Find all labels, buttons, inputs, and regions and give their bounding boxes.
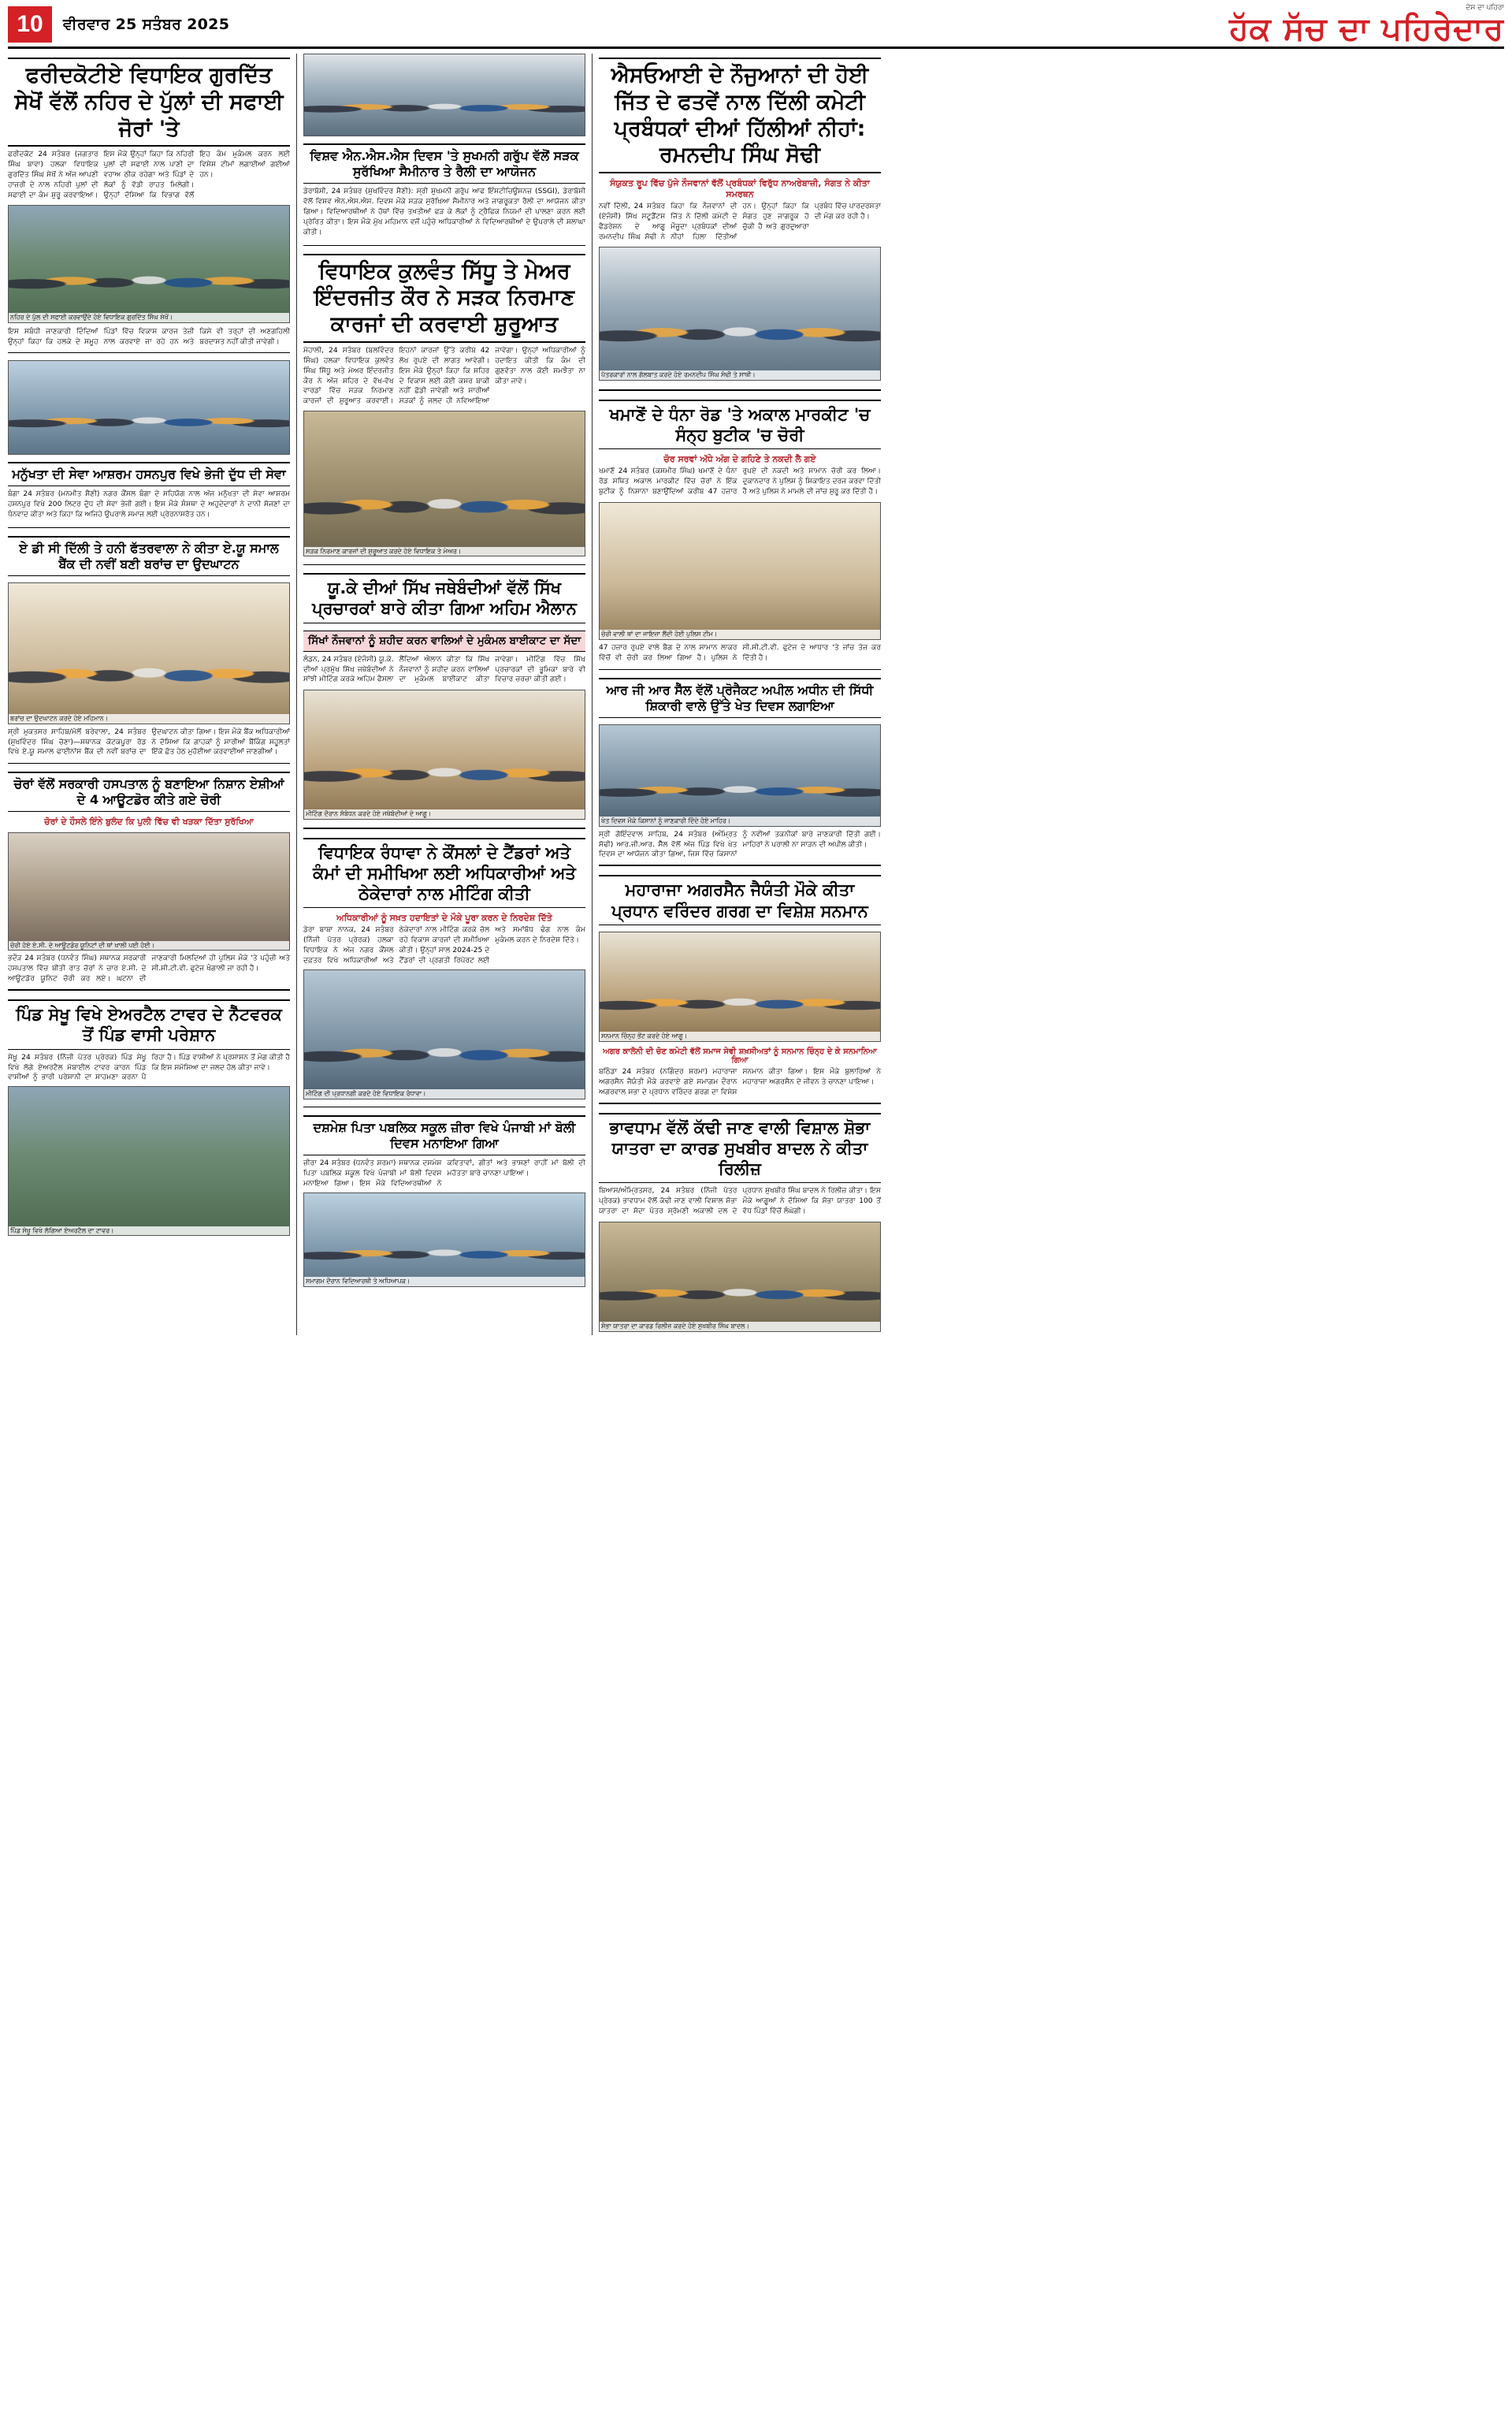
article-text: ਫਰੀਦਕੋਟ 24 ਸਤੰਬਰ (ਜਗਤਾਰ ਸਿੰਘ ਬਾਵਾ) ਹਲਕਾ ਵਿਧਾਇਕ ਗੁਰਦਿੱਤ ਸਿੰਘ ਸੇਖੋਂ ਨੇ ਅੱਜ ਆਪਣੀ ਹਾਜ਼ਰੀ ਦੇ ਨਾਲ ਨਹਿਰੀ ਪੁਲਾਂ ਦੀ ਸਫਾਈ ਦਾ ਕੰਮ ਸ਼ੁਰੂ ਕਰਵਾਇਆ। ਇਸ ਮੌਕੇ ਉਨ੍ਹਾਂ ਕਿਹਾ ਕਿ ਨਹਿਰੀ ਪੁਲਾਂ ਦੀ ਸਫਾਈ ਨਾਲ ਪਾਣੀ ਦਾ ਵਹਾਅ ਠੀਕ ਰਹੇਗਾ ਅਤੇ ਪਿੰਡਾਂ ਦੇ ਲੋਕਾਂ ਨੂੰ ਵੱਡੀ ਰਾਹਤ ਮਿਲੇਗੀ। ਉਨ੍ਹਾਂ ਦੱਸਿਆ ਕਿ ਵਿਭਾਗ ਵੱਲੋਂ ਇਹ ਕੰਮ ਮੁਕੰਮਲ ਕਰਨ ਲਈ ਵਿਸ਼ੇਸ਼ ਟੀਮਾਂ ਲਗਾਈਆਂ ਗਈਆਂ ਹਨ। [8, 151, 290, 199]
article-kicker: ਚੋਰਾਂ ਦੇ ਹੌਸਲੇ ਇੰਨੇ ਬੁਲੰਦ ਕਿ ਪੁਲੀ ਵਿੱਚ ਵੀ ਖੜਕਾ ਦਿੱਤਾ ਸੁਰੱਖਿਆ [44, 817, 254, 828]
column-divider [592, 54, 593, 1335]
article-headline: ਖਮਾਣੋਂ ਦੇ ਧੰਨਾ ਰੋਡ 'ਤੇ ਅਕਾਲ ਮਾਰਕੀਟ 'ਚ ਸੰਨ੍ਹ ਬੁਟੀਕ 'ਚ ਚੋਰੀ [599, 400, 881, 450]
article-body-continued [599, 643, 881, 665]
article-body [599, 1186, 881, 1219]
article-photo [303, 690, 585, 820]
article-text: ਜ਼ੀਰਾ 24 ਸਤੰਬਰ (ਧਨਵੰਤ ਸ਼ਰਮਾ) ਸਥਾਨਕ ਦਸ਼ਮੇਸ਼ ਪਿਤਾ ਪਬਲਿਕ ਸਕੂਲ ਵਿਖੇ ਪੰਜਾਬੀ ਮਾਂ ਬੋਲੀ ਦਿਵਸ ਮਨਾਇਆ ਗਿਆ। ਇਸ ਮੌਕੇ ਵਿਦਿਆਰਥੀਆਂ ਨੇ ਕਵਿਤਾਵਾਂ, ਗੀਤਾਂ ਅਤੇ ਭਾਸ਼ਣਾਂ ਰਾਹੀਂ ਮਾਂ ਬੋਲੀ ਦੀ ਮਹੱਤਤਾ ਬਾਰੇ ਚਾਨਣਾ ਪਾਇਆ। [303, 1159, 585, 1188]
article-photo [303, 1192, 585, 1287]
photo-caption: ਸਮਾਗਮ ਦੌਰਾਨ ਵਿਦਿਆਰਥੀ ਤੇ ਅਧਿਆਪਕ। [304, 1277, 585, 1286]
article-headline: ਮਹਾਰਾਜਾ ਅਗਰਸੈਨ ਜੈਯੰਤੀ ਮੌਕੇ ਕੀਤਾ ਪ੍ਰਧਾਨ ਵਰਿੰਦਰ ਗਰਗ ਦਾ ਵਿਸ਼ੇਸ਼ ਸਨਮਾਨ [599, 875, 881, 925]
article-text: ਬੰਗਾ 24 ਸਤੰਬਰ (ਮਨਮੀਤ ਸੈਣੀ) ਨਗਰ ਕੌਂਸਲ ਬੰਗਾ ਦੇ ਸਹਿਯੋਗ ਨਾਲ ਅੱਜ ਮਨੁੱਖਤਾ ਦੀ ਸੇਵਾ ਆਸ਼ਰਮ ਹਸਨਪੁਰ ਵਿਖੇ 200 ਲਿਟਰ ਦੁੱਧ ਦੀ ਸੇਵਾ ਭੇਜੀ ਗਈ। ਇਸ ਮੌਕੇ ਸੰਸਥਾ ਦੇ ਅਹੁਦੇਦਾਰਾਂ ਨੇ ਦਾਨੀ ਸੱਜਣਾਂ ਦਾ ਧੰਨਵਾਦ ਕੀਤਾ ਅਤੇ ਕਿਹਾ ਕਿ ਅਜਿਹੇ ਉਪਰਾਲੇ ਸਮਾਜ ਲਈ ਪ੍ਰੇਰਨਾਸਰੋਤ ਹਨ। [8, 489, 290, 519]
publication-date: ਵੀਰਵਾਰ 25 ਸਤੰਬਰ 2025 [63, 15, 230, 33]
masthead [8, 5, 1504, 49]
article-photo [599, 724, 881, 827]
article-headline: ਦਸ਼ਮੇਸ਼ ਪਿਤਾ ਪਬਲਿਕ ਸਕੂਲ ਜ਼ੀਰਾ ਵਿਖੇ ਪੰਜਾਬੀ ਮਾਂ ਬੋਲੀ ਦਿਵਸ ਮਨਾਇਆ ਗਿਆ [303, 1115, 585, 1155]
article-text: ਲੰਡਨ, 24 ਸਤੰਬਰ (ਏਜੰਸੀ) ਯੂ.ਕੇ. ਦੀਆਂ ਪ੍ਰਮੁੱਖ ਸਿੱਖ ਜਥੇਬੰਦੀਆਂ ਨੇ ਸਾਂਝੀ ਮੀਟਿੰਗ ਕਰਕੇ ਅਹਿਮ ਫੈਸਲਾ ਲੈਂਦਿਆਂ ਐਲਾਨ ਕੀਤਾ ਕਿ ਸਿੱਖ ਨੌਜਵਾਨਾਂ ਨੂੰ ਸ਼ਹੀਦ ਕਰਨ ਵਾਲਿਆਂ ਦਾ ਮੁਕੰਮਲ ਬਾਈਕਾਟ ਕੀਤਾ ਜਾਵੇਗਾ। ਮੀਟਿੰਗ ਵਿੱਚ ਸਿੱਖ ਪ੍ਰਚਾਰਕਾਂ ਦੀ ਭੂਮਿਕਾ ਬਾਰੇ ਵੀ ਵਿਚਾਰ ਚਰਚਾ ਕੀਤੀ ਗਈ। [303, 655, 585, 684]
article-photo [599, 1222, 881, 1332]
article-kicker: ਅਧਿਕਾਰੀਆਂ ਨੂੰ ਸਖ਼ਤ ਹਦਾਇਤਾਂ ਦੇ ਮੌਕੇ ਪੂਰਾ ਕਰਨ ਦੇ ਨਿਰਦੇਸ਼ ਦਿੱਤੇ [336, 913, 552, 924]
article-body [8, 727, 290, 760]
article-photo [599, 932, 881, 1042]
photo-caption: ਮੀਟਿੰਗ ਦੀ ਪ੍ਰਧਾਨਗੀ ਕਰਦੇ ਹੋਏ ਵਿਧਾਇਕ ਰੰਧਾਵਾ। [304, 1089, 585, 1099]
article-text: ਬਿਆਸ/ਅੰਮ੍ਰਿਤਸਰ, 24 ਸਤੰਬਰ (ਨਿੱਜੀ ਪੱਤਰ ਪ੍ਰੇਰਕ) ਭਾਵਧਾਮ ਵੱਲੋਂ ਕੱਢੀ ਜਾਣ ਵਾਲੀ ਵਿਸ਼ਾਲ ਸ਼ੋਭਾ ਯਾਤਰਾ ਦਾ ਸੱਦਾ ਪੱਤਰ ਸ਼੍ਰੋਮਣੀ ਅਕਾਲੀ ਦਲ ਦੇ ਪ੍ਰਧਾਨ ਸੁਖਬੀਰ ਸਿੰਘ ਬਾਦਲ ਨੇ ਰਿਲੀਜ਼ ਕੀਤਾ। ਇਸ ਮੌਕੇ ਆਗੂਆਂ ਨੇ ਦੱਸਿਆ ਕਿ ਸ਼ੋਭਾ ਯਾਤਰਾ 100 ਤੋਂ ਵੱਧ ਪਿੰਡਾਂ ਵਿੱਚੋਂ ਲੰਘੇਗੀ। [599, 1187, 881, 1216]
article-body [303, 655, 585, 686]
article-photo [599, 247, 881, 381]
article-text: ਸ੍ਰੀ ਗੋਇੰਦਵਾਲ ਸਾਹਿਬ, 24 ਸਤੰਬਰ (ਅੰਮ੍ਰਿਤ ਸੋਢੀ) ਆਰ.ਜੀ.ਆਰ. ਸੈੱਲ ਵੱਲੋਂ ਅੱਜ ਪਿੰਡ ਵਿਖੇ ਖੇਤ ਦਿਵਸ ਦਾ ਆਯੋਜਨ ਕੀਤਾ ਗਿਆ, ਜਿਸ ਵਿੱਚ ਕਿਸਾਨਾਂ ਨੂੰ ਨਵੀਆਂ ਤਕਨੀਕਾਂ ਬਾਰੇ ਜਾਣਕਾਰੀ ਦਿੱਤੀ ਗਈ। ਮਾਹਿਰਾਂ ਨੇ ਪਰਾਲੀ ਨਾ ਸਾੜਨ ਦੀ ਅਪੀਲ ਕੀਤੀ। [599, 830, 881, 859]
article-photo [599, 502, 881, 640]
article-headline: ਐਸਓਆਈ ਦੇ ਨੌਜੁਆਨਾਂ ਦੀ ਹੋਈ ਜਿੱਤ ਦੇ ਫਤਵੇਂ ਨਾਲ ਦਿੱਲੀ ਕਮੇਟੀ ਪ੍ਰਬੰਧਕਾਂ ਦੀਆਂ ਹਿੱਲੀਆਂ ਨੀਹਾਂ: ਰਮਨਦੀਪ ਸਿੰਘ ਸੋਢੀ [599, 58, 881, 173]
photo-caption: ਪੱਤਰਕਾਰਾਂ ਨਾਲ ਗੱਲਬਾਤ ਕਰਦੇ ਹੋਏ ਰਮਨਦੀਪ ਸਿੰਘ ਸੋਢੀ ਤੇ ਸਾਥੀ। [600, 370, 880, 380]
article-text: ਸ੍ਰੀ ਮੁਕਤਸਰ ਸਾਹਿਬ/ਮੱਲੋਂ ਬਰੇਵਾਲਾ, 24 ਸਤੰਬਰ (ਸੁਖਵਿੰਦਰ ਸਿੰਘ ਚੋਣਾ)—ਸਥਾਨਕ ਕੋਟਕਪੂਰਾ ਰੋਡ ਵਿਖੇ ਏ.ਯੂ ਸਮਾਲ ਫਾਈਨਾਂਸ ਬੈਂਕ ਦੀ ਨਵੀਂ ਬਰਾਂਚ ਦਾ ਉਦਘਾਟਨ ਕੀਤਾ ਗਿਆ। ਇਸ ਮੌਕੇ ਬੈਂਕ ਅਧਿਕਾਰੀਆਂ ਨੇ ਦੱਸਿਆ ਕਿ ਗਾਹਕਾਂ ਨੂੰ ਸਾਰੀਆਂ ਬੈਂਕਿੰਗ ਸਹੂਲਤਾਂ ਇੱਕੋ ਛੱਤ ਹੇਠ ਮੁਹੱਈਆ ਕਰਵਾਈਆਂ ਜਾਣਗੀਆਂ। [8, 727, 290, 757]
article-headline: ਯੂ.ਕੇ ਦੀਆਂ ਸਿੱਖ ਜਥੇਬੰਦੀਆਂ ਵੱਲੋਂ ਸਿੱਖ ਪ੍ਰਚਾਰਕਾਂ ਬਾਰੇ ਕੀਤਾ ਗਿਆ ਅਹਿਮ ਐਲਾਨ [303, 573, 585, 623]
article-photo [303, 54, 585, 136]
article-body-continued [8, 327, 290, 348]
article-body [8, 489, 290, 523]
article-body [599, 467, 881, 499]
article-photo [8, 205, 290, 323]
photo-caption: ਚੋਰੀ ਹੋਏ ਏ.ਸੀ. ਦੇ ਆਊਟਡੋਰ ਯੂਨਿਟਾਂ ਦੀ ਥਾਂ ਖਾਲੀ ਪਈ ਹੋਈ। [9, 941, 289, 951]
photo-caption: ਨਹਿਰ ਦੇ ਪੁੱਲ ਦੀ ਸਫਾਈ ਕਰਵਾਉਂਦੇ ਹੋਏ ਵਿਧਾਇਕ ਗੁਰਦਿੱਤ ਸਿੰਘ ਸੇਖੋਂ। [9, 313, 289, 322]
article-headline: ਆਰ ਜੀ ਆਰ ਸੈੱਲ ਵੱਲੋਂ ਪ੍ਰੋਜੈਕਟ ਅਪੀਲ ਅਧੀਨ ਦੀ ਸਿੱਧੀ ਸ਼ਿਕਾਰੀ ਵਾਲੇ ਉੱਤੇ ਖੇਤ ਦਿਵਸ ਲਗਾਇਆ [599, 678, 881, 718]
article-kicker: ਅਗਰ ਕਾਲੋਨੀ ਦੀ ਚੋਣ ਕਮੇਟੀ ਵੱਲੋਂ ਸਮਾਜ ਸੇਵੀ ਸ਼ਖ਼ਸੀਅਤਾਂ ਨੂੰ ਸਨਮਾਨ ਚਿੰਨ੍ਹ ਦੇ ਕੇ ਸਨਮਾਨਿਆ ਗਿਆ [603, 1047, 877, 1065]
photo-caption: ਸੜਕ ਨਿਰਮਾਣ ਕਾਰਜਾਂ ਦੀ ਸ਼ੁਰੂਆਤ ਕਰਦੇ ਹੋਏ ਵਿਧਾਇਕ ਤੇ ਮੇਅਰ। [304, 547, 585, 556]
photo-caption: ਸਨਮਾਨ ਚਿੰਨ੍ਹ ਭੇਂਟ ਕਰਦੇ ਹੋਏ ਆਗੂ। [600, 1032, 880, 1041]
photo-caption: ਚੋਰੀ ਵਾਲੀ ਥਾਂ ਦਾ ਜਾਇਜ਼ਾ ਲੈਂਦੀ ਹੋਈ ਪੁਲਿਸ ਟੀਮ। [600, 630, 880, 639]
article-body [303, 925, 585, 966]
article-headline: ਚੋਰਾਂ ਵੱਲੋਂ ਸਰਕਾਰੀ ਹਸਪਤਾਲ ਨੂੰ ਬਣਾਇਆ ਨਿਸ਼ਾਨ ਏਸ਼ੀਆਂ ਦੇ 4 ਆਊਟਡੋਰ ਕੀਤੇ ਗਏ ਚੋਰੀ [8, 772, 290, 812]
article-body [599, 202, 881, 243]
article-body [599, 1067, 881, 1098]
article-body [8, 150, 290, 201]
photo-caption: ਸ਼ੋਭਾ ਯਾਤਰਾ ਦਾ ਕਾਰਡ ਰਿਲੀਜ਼ ਕਰਦੇ ਹੋਏ ਸੁਖਬੀਰ ਸਿੰਘ ਬਾਦਲ। [600, 1322, 880, 1331]
article-headline: ਭਾਵਧਾਮ ਵੱਲੋਂ ਕੱਢੀ ਜਾਣ ਵਾਲੀ ਵਿਸ਼ਾਲ ਸ਼ੋਭਾ ਯਾਤਰਾ ਦਾ ਕਾਰਡ ਸੁਖਬੀਰ ਬਾਦਲ ਨੇ ਕੀਤਾ ਰਿਲੀਜ਼ [599, 1113, 881, 1184]
article-body [8, 1053, 290, 1084]
article-photo [303, 411, 585, 556]
newspaper-logo: ਹੱਕ ਸੱਚ ਦਾ ਪਹਿਰੇਦਾਰ [1229, 10, 1504, 47]
article-body [303, 187, 585, 241]
photo-caption: ਮੀਟਿੰਗ ਦੌਰਾਨ ਸੰਬੋਧਨ ਕਰਦੇ ਹੋਏ ਜਥੇਬੰਦੀਆਂ ਦੇ ਆਗੂ। [304, 809, 585, 819]
article-text: ਬਠਿੰਡਾ 24 ਸਤੰਬਰ (ਨਗਿੰਦਰ ਸ਼ਰਮਾ) ਮਹਾਰਾਜਾ ਅਗਰਸੈਨ ਜੈਯੰਤੀ ਮੌਕੇ ਕਰਵਾਏ ਗਏ ਸਮਾਗਮ ਦੌਰਾਨ ਅਗਰਵਾਲ ਸਭਾ ਦੇ ਪ੍ਰਧਾਨ ਵਰਿੰਦਰ ਗਰਗ ਦਾ ਵਿਸ਼ੇਸ਼ ਸਨਮਾਨ ਕੀਤਾ ਗਿਆ। ਇਸ ਮੌਕੇ ਬੁਲਾਰਿਆਂ ਨੇ ਮਹਾਰਾਜਾ ਅਗਰਸੈਨ ਦੇ ਜੀਵਨ ਤੇ ਚਾਨਣਾ ਪਾਇਆ। [599, 1067, 881, 1096]
article-text: ਡੇਰਾਬੱਸੀ, 24 ਸਤੰਬਰ (ਸੁਖਵਿੰਦਰ ਸੈਣੀ): ਸ੍ਰੀ ਸੁਖਮਨੀ ਗਰੁੱਪ ਆਫ ਇੰਸਟੀਚਿਊਸ਼ਨਜ਼ (SSGI), ਡੇਰਾਬੱਸੀ ਵੱਲੋਂ ਵਿਸ਼ਵ ਐਨ.ਐਸ.ਐਸ. ਦਿਵਸ ਮੌਕੇ ਸੜਕ ਸੁਰੱਖਿਆ ਸੈਮੀਨਾਰ ਅਤੇ ਜਾਗਰੂਕਤਾ ਰੈਲੀ ਦਾ ਆਯੋਜਨ ਕੀਤਾ ਗਿਆ। ਵਿਦਿਆਰਥੀਆਂ ਨੇ ਹੱਥਾਂ ਵਿੱਚ ਤਖ਼ਤੀਆਂ ਫੜ ਕੇ ਲੋਕਾਂ ਨੂੰ ਟ੍ਰੈਫਿਕ ਨਿਯਮਾਂ ਦੀ ਪਾਲਣਾ ਕਰਨ ਲਈ ਪ੍ਰੇਰਿਤ ਕੀਤਾ। ਇਸ ਮੌਕੇ ਮੁੱਖ ਮਹਿਮਾਨ ਵਜੋਂ ਪਹੁੰਚੇ ਅਧਿਕਾਰੀਆਂ ਨੇ ਵਿਦਿਆਰਥੀਆਂ ਦੇ ਉਪਰਾਲੇ ਦੀ ਸ਼ਲਾਘਾ ਕੀਤੀ। [303, 188, 585, 236]
article-body [303, 1159, 585, 1189]
photo-caption: ਖੇਤ ਦਿਵਸ ਮੌਕੇ ਕਿਸਾਨਾਂ ਨੂੰ ਜਾਣਕਾਰੀ ਦਿੰਦੇ ਹੋਏ ਮਾਹਿਰ। [600, 817, 880, 826]
article-headline: ਏ ਡੀ ਸੀ ਦਿੱਲੀ ਤੇ ਹਨੀ ਫੱਤਰਵਾਲਾ ਨੇ ਕੀਤਾ ਏ.ਯੂ ਸਮਾਲ ਬੈਂਕ ਦੀ ਨਵੀਂ ਬਣੀ ਬਰਾਂਚ ਦਾ ਉਦਘਾਟਨ [8, 536, 290, 576]
article-body [599, 830, 881, 861]
article-photo [8, 832, 290, 951]
article-text: ਸੇਖੂ 24 ਸਤੰਬਰ (ਨਿੱਜੀ ਪੱਤਰ ਪ੍ਰੇਰਕ) ਪਿੰਡ ਸੇਖੂ ਵਿਖੇ ਲੱਗੇ ਏਅਰਟੈਲ ਮੋਬਾਈਲ ਟਾਵਰ ਕਾਰਨ ਪਿੰਡ ਵਾਸੀਆਂ ਨੂੰ ਭਾਰੀ ਪਰੇਸ਼ਾਨੀ ਦਾ ਸਾਹਮਣਾ ਕਰਨਾ ਪੈ ਰਿਹਾ ਹੈ। ਪਿੰਡ ਵਾਸੀਆਂ ਨੇ ਪ੍ਰਸ਼ਾਸਨ ਤੋਂ ਮੰਗ ਕੀਤੀ ਹੈ ਕਿ ਇਸ ਸਮੱਸਿਆ ਦਾ ਜਲਦ ਹੱਲ ਕੀਤਾ ਜਾਵੇ। [8, 1053, 290, 1082]
article-text: ਮੋਹਾਲੀ, 24 ਸਤੰਬਰ (ਬਲਵਿੰਦਰ ਸਿੰਘ) ਹਲਕਾ ਵਿਧਾਇਕ ਕੁਲਵੰਤ ਸਿੰਘ ਸਿੱਧੂ ਅਤੇ ਮੇਅਰ ਇੰਦਰਜੀਤ ਕੌਰ ਨੇ ਅੱਜ ਸ਼ਹਿਰ ਦੇ ਵੱਖ-ਵੱਖ ਵਾਰਡਾਂ ਵਿੱਚ ਸੜਕ ਨਿਰਮਾਣ ਕਾਰਜਾਂ ਦੀ ਸ਼ੁਰੂਆਤ ਕਰਵਾਈ। ਇਹਨਾਂ ਕਾਰਜਾਂ ਉੱਤੇ ਕਰੀਬ 42 ਲੱਖ ਰੁਪਏ ਦੀ ਲਾਗਤ ਆਵੇਗੀ। ਇਸ ਮੌਕੇ ਉਨ੍ਹਾਂ ਕਿਹਾ ਕਿ ਸ਼ਹਿਰ ਦੇ ਵਿਕਾਸ ਲਈ ਕੋਈ ਕਸਰ ਬਾਕੀ ਨਹੀਂ ਛੱਡੀ ਜਾਵੇਗੀ ਅਤੇ ਸਾਰੀਆਂ ਸੜਕਾਂ ਨੂੰ ਜਲਦ ਹੀ ਨਵਿਆਇਆ ਜਾਵੇਗਾ। ਉਨ੍ਹਾਂ ਅਧਿਕਾਰੀਆਂ ਨੂੰ ਹਦਾਇਤ ਕੀਤੀ ਕਿ ਕੰਮ ਦੀ ਗੁਣਵੱਤਾ ਨਾਲ ਕੋਈ ਸਮਝੌਤਾ ਨਾ ਕੀਤਾ ਜਾਵੇ। [303, 346, 585, 406]
article-headline: ਮਨੁੱਖਤਾ ਦੀ ਸੇਵਾ ਆਸ਼ਰਮ ਹਸਨਪੁਰ ਵਿਖੇ ਭੇਜੀ ਦੁੱਧ ਦੀ ਸੇਵਾ [8, 462, 290, 486]
page-number: 10 [8, 6, 52, 43]
article-body [303, 346, 585, 407]
column-divider [296, 54, 297, 1335]
article-photo [8, 1086, 290, 1236]
article-headline: ਵਿਧਾਇਕ ਕੁਲਵੰਤ ਸਿੱਧੂ ਤੇ ਮੇਅਰ ਇੰਦਰਜੀਤ ਕੌਰ ਨੇ ਸੜਕ ਨਿਰਮਾਣ ਕਾਰਜਾਂ ਦੀ ਕਰਵਾਈ ਸ਼ੁਰੂਆਤ [303, 254, 585, 343]
article-body [8, 954, 290, 984]
article-subheadline: ਸਿੱਖਾਂ ਨੌਜਵਾਨਾਂ ਨੂੰ ਸ਼ਹੀਦ ਕਰਨ ਵਾਲਿਆਂ ਦੇ ਮੁਕੰਮਲ ਬਾਈਕਾਟ ਦਾ ਸੱਦਾ [303, 631, 585, 652]
photo-caption: ਬਰਾਂਚ ਦਾ ਉਦਘਾਟਨ ਕਰਦੇ ਹੋਏ ਮਹਿਮਾਨ। [9, 714, 289, 724]
masthead-left [8, 6, 229, 43]
column-3 [599, 54, 881, 1335]
masthead-right [1229, 4, 1504, 45]
article-photo [8, 360, 290, 455]
article-kicker: ਸੰਯੁਕਤ ਰੂਪ ਵਿੱਚ ਪੁੱਜੇ ਨੌਜਵਾਨਾਂ ਵੱਲੋਂ ਪ੍ਰਬੰਧਕਾਂ ਵਿਰੁੱਧ ਨਾਅਰੇਬਾਜ਼ੀ, ਸੰਗਤ ਨੇ ਕੀਤਾ ਸਮਰਥਨ [610, 178, 870, 199]
article-headline: ਫਰੀਦਕੋਟੀਏ ਵਿਧਾਇਕ ਗੁਰਦਿੱਤ ਸੇਖੋਂ ਵੱਲੋਂ ਨਹਿਰ ਦੇ ਪੁੱਲਾਂ ਦੀ ਸਫਾਈ ਜੋਰਾਂ 'ਤੇ [8, 58, 290, 147]
article-photo [8, 582, 290, 724]
article-text: ਖਮਾਣੋਂ 24 ਸਤੰਬਰ (ਕਸ਼ਮੀਰ ਸਿੰਘ) ਖਮਾਣੋਂ ਦੇ ਧੰਨਾ ਰੋਡ ਸਥਿਤ ਅਕਾਲ ਮਾਰਕੀਟ ਵਿੱਚ ਚੋਰਾਂ ਨੇ ਇੱਕ ਬੁਟੀਕ ਨੂੰ ਨਿਸ਼ਾਨਾ ਬਣਾਉਂਦਿਆਂ ਕਰੀਬ 47 ਹਜ਼ਾਰ ਰੁਪਏ ਦੀ ਨਕਦੀ ਅਤੇ ਸਾਮਾਨ ਚੋਰੀ ਕਰ ਲਿਆ। ਦੁਕਾਨਦਾਰ ਨੇ ਪੁਲਿਸ ਨੂੰ ਸ਼ਿਕਾਇਤ ਦਰਜ ਕਰਵਾ ਦਿੱਤੀ ਹੈ ਅਤੇ ਪੁਲਿਸ ਨੇ ਮਾਮਲੇ ਦੀ ਜਾਂਚ ਸ਼ੁਰੂ ਕਰ ਦਿੱਤੀ ਹੈ। [599, 467, 881, 496]
photo-caption: ਪਿੰਡ ਸੇਖੂ ਵਿਖੇ ਲੱਗਿਆ ਏਅਰਟੈਲ ਦਾ ਟਾਵਰ। [9, 1226, 289, 1236]
masthead-tagline: ਦੇਸ ਦਾ ਪਹਿਰਾ [1466, 3, 1504, 12]
article-text: ਨਵੀਂ ਦਿੱਲੀ, 24 ਸਤੰਬਰ (ਏਜੰਸੀ) ਸਿੱਖ ਸਟੂਡੈਂਟਸ ਫੈਡਰੇਸ਼ਨ ਦੇ ਆਗੂ ਰਮਨਦੀਪ ਸਿੰਘ ਸੋਢੀ ਨੇ ਕਿਹਾ ਕਿ ਨੌਜਵਾਨਾਂ ਦੀ ਜਿੱਤ ਨੇ ਦਿੱਲੀ ਕਮੇਟੀ ਦੇ ਮੌਜੂਦਾ ਪ੍ਰਬੰਧਕਾਂ ਦੀਆਂ ਨੀਹਾਂ ਹਿਲਾ ਦਿੱਤੀਆਂ ਹਨ। ਉਨ੍ਹਾਂ ਕਿਹਾ ਕਿ ਸੰਗਤ ਹੁਣ ਜਾਗਰੂਕ ਹੋ ਚੁੱਕੀ ਹੈ ਅਤੇ ਗੁਰਦੁਆਰਾ ਪ੍ਰਬੰਧ ਵਿੱਚ ਪਾਰਦਰਸ਼ਤਾ ਦੀ ਮੰਗ ਕਰ ਰਹੀ ਹੈ। [599, 203, 881, 241]
column-1 [8, 54, 290, 1335]
article-headline: ਪਿੰਡ ਸੇਖੂ ਵਿਖੇ ਏਅਰਟੈਲ ਟਾਵਰ ਦੇ ਨੈੱਟਵਰਕ ਤੋਂ ਪਿੰਡ ਵਾਸੀ ਪਰੇਸ਼ਾਨ [8, 999, 290, 1050]
article-text: ਡੇਰਾ ਬਾਬਾ ਨਾਨਕ, 24 ਸਤੰਬਰ (ਨਿੱਜੀ ਪੱਤਰ ਪ੍ਰੇਰਕ) ਹਲਕਾ ਵਿਧਾਇਕ ਨੇ ਅੱਜ ਨਗਰ ਕੌਂਸਲ ਦਫ਼ਤਰ ਵਿਖੇ ਅਧਿਕਾਰੀਆਂ ਅਤੇ ਠੇਕੇਦਾਰਾਂ ਨਾਲ ਮੀਟਿੰਗ ਕਰਕੇ ਚੱਲ ਰਹੇ ਵਿਕਾਸ ਕਾਰਜਾਂ ਦੀ ਸਮੀਖਿਆ ਕੀਤੀ। ਉਨ੍ਹਾਂ ਸਾਲ 2024-25 ਦੇ ਟੈਂਡਰਾਂ ਦੀ ਪ੍ਰਗਤੀ ਰਿਪੋਰਟ ਲਈ ਅਤੇ ਸਮਾਂਬੱਧ ਢੰਗ ਨਾਲ ਕੰਮ ਮੁਕੰਮਲ ਕਰਨ ਦੇ ਨਿਰਦੇਸ਼ ਦਿੱਤੇ। [303, 926, 585, 966]
article-text-2: 47 ਹਜ਼ਾਰ ਰੁਪਏ ਵਾਲੇ ਬੈਗ ਦੇ ਨਾਲ ਸਾਮਾਨ ਲਾਕਰ ਵਿੱਚੋਂ ਵੀ ਚੋਰੀ ਕਰ ਲਿਆ ਗਿਆ ਹੈ। ਪੁਲਿਸ ਨੇ ਸੀ.ਸੀ.ਟੀ.ਵੀ. ਫੁਟੇਜ ਦੇ ਆਧਾਰ 'ਤੇ ਜਾਂਚ ਤੇਜ਼ ਕਰ ਦਿੱਤੀ ਹੈ। [599, 643, 881, 662]
article-text-2: ਇਸ ਸਬੰਧੀ ਜਾਣਕਾਰੀ ਦਿੰਦਿਆਂ ਉਨ੍ਹਾਂ ਕਿਹਾ ਕਿ ਹਲਕੇ ਦੇ ਸਮੂਹ ਪਿੰਡਾਂ ਵਿੱਚ ਵਿਕਾਸ ਕਾਰਜ ਤੇਜ਼ੀ ਨਾਲ ਕਰਵਾਏ ਜਾ ਰਹੇ ਹਨ ਅਤੇ ਕਿਸੇ ਵੀ ਤਰ੍ਹਾਂ ਦੀ ਅਣਗਹਿਲੀ ਬਰਦਾਸ਼ਤ ਨਹੀਂ ਕੀਤੀ ਜਾਵੇਗੀ। [8, 327, 290, 346]
article-photo [303, 969, 585, 1099]
page-grid [8, 54, 1504, 1335]
article-headline: ਵਿਧਾਇਕ ਰੰਧਾਵਾ ਨੇ ਕੌਂਸਲਾਂ ਦੇ ਟੈਂਡਰਾਂ ਅਤੇ ਕੰਮਾਂ ਦੀ ਸਮੀਖਿਆ ਲਈ ਅਧਿਕਾਰੀਆਂ ਅਤੇ ਠੇਕੇਦਾਰਾਂ ਨਾਲ ਮੀਟਿੰਗ ਕੀਤੀ [303, 838, 585, 909]
article-kicker: ਚੋਰ ਸਰਵਾਂ ਅੱਧੇ ਅੰਗ ਦੇ ਗਹਿਣੇ ਤੇ ਨਕਦੀ ਲੈ ਗਏ [663, 454, 816, 465]
column-2 [303, 54, 585, 1335]
article-text: ਭਦੌੜ 24 ਸਤੰਬਰ (ਧਨਵੰਤ ਸਿੰਘ) ਸਥਾਨਕ ਸਰਕਾਰੀ ਹਸਪਤਾਲ ਵਿੱਚ ਬੀਤੀ ਰਾਤ ਚੋਰਾਂ ਨੇ ਚਾਰ ਏ.ਸੀ. ਦੇ ਆਊਟਡੋਰ ਯੂਨਿਟ ਚੋਰੀ ਕਰ ਲਏ। ਘਟਨਾ ਦੀ ਜਾਣਕਾਰੀ ਮਿਲਦਿਆਂ ਹੀ ਪੁਲਿਸ ਮੌਕੇ 'ਤੇ ਪਹੁੰਚੀ ਅਤੇ ਸੀ.ਸੀ.ਟੀ.ਵੀ. ਫੁਟੇਜ ਖੰਗਾਲੀ ਜਾ ਰਹੀ ਹੈ। [8, 954, 290, 984]
article-headline: ਵਿਸ਼ਵ ਐਨ.ਐਸ.ਐਸ ਦਿਵਸ 'ਤੇ ਸੁਖਮਨੀ ਗਰੁੱਪ ਵੱਲੋਂ ਸੜਕ ਸੁਰੱਖਿਆ ਸੈਮੀਨਾਰ ਤੇ ਰੈਲੀ ਦਾ ਆਯੋਜਨ [303, 143, 585, 184]
